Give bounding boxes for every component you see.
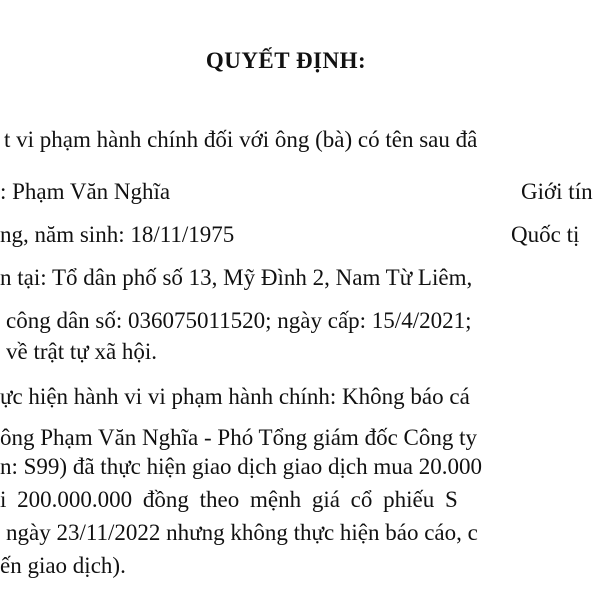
text-line: t vi phạm hành chính đối với ông (bà) có tên sau đâ	[4, 127, 478, 152]
text-line-nationality-label: Quốc tị	[511, 222, 580, 247]
text-line: về trật tự xã hội.	[6, 339, 158, 364]
text-line: ến giao dịch).	[0, 553, 126, 578]
text-line-id: công dân số: 036075011520; ngày cấp: 15/4/2021;	[6, 308, 472, 333]
text-line: ực hiện hành vi vi phạm hành chính: Không báo cá	[0, 384, 470, 409]
text-line-address: n tại: Tổ dân phố số 13, Mỹ Đình 2, Nam Từ Liêm,	[0, 265, 473, 290]
text-line-birthdate: ng, năm sinh: 18/11/1975	[0, 222, 235, 247]
document-title: QUYẾT ĐỊNH:	[205, 48, 367, 73]
text-line-name: : Phạm Văn Nghĩa	[0, 179, 171, 204]
text-line: n: S99) đã thực hiện giao dịch giao dịch mua 20.000	[0, 454, 482, 479]
text-line-gender-label: Giới tín	[521, 179, 593, 204]
text-line: i 200.000.000 đồng theo mệnh giá cổ phiếu S	[0, 487, 458, 512]
text-line: ngày 23/11/2022 nhưng không thực hiện báo cáo, c	[6, 520, 478, 545]
text-line: ông Phạm Văn Nghĩa - Phó Tổng giám đốc Công ty	[0, 425, 478, 450]
